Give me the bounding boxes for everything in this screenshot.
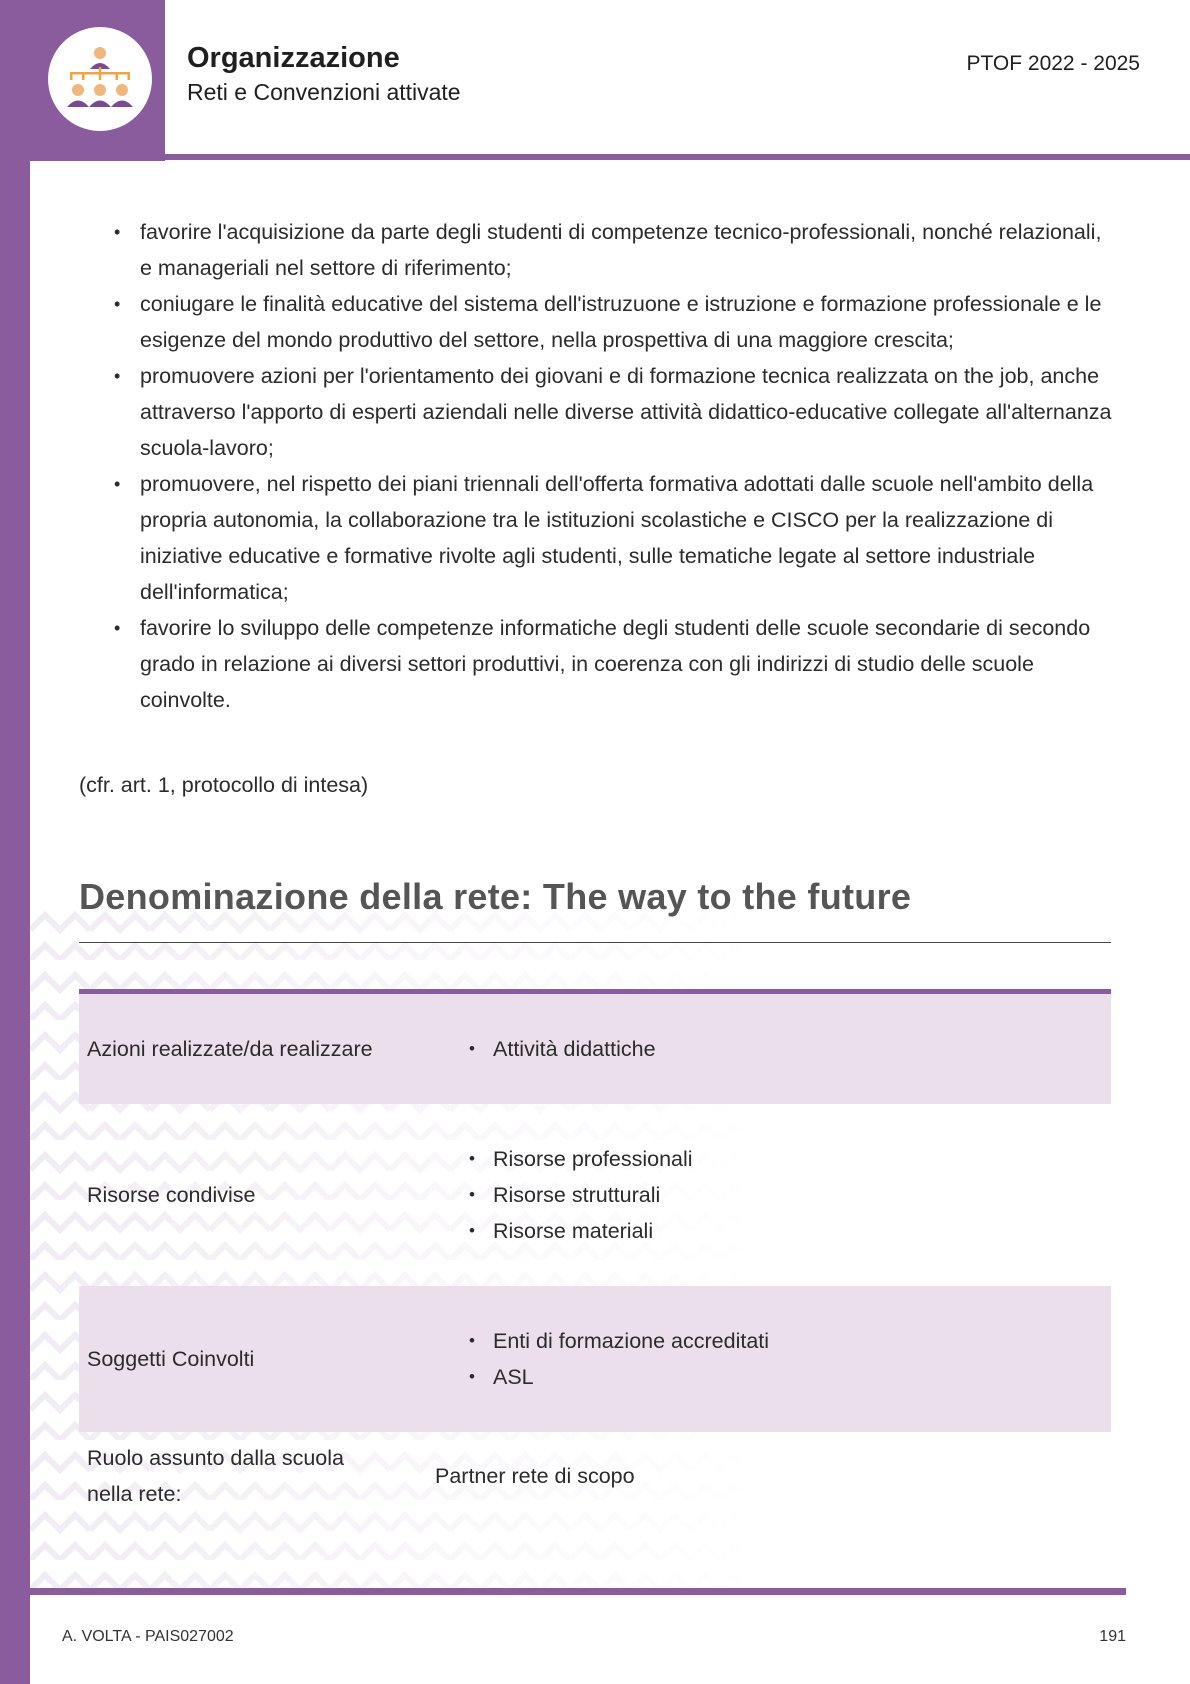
list-item: • favorire l'acquisizione da parte degli studenti di competenze tecnico-professionali, nonché relazionali, e manageriali nel settore di riferimento; [114, 214, 1114, 286]
row-label: Soggetti Coinvolti [87, 1347, 255, 1371]
list-item: • Risorse professionali [469, 1141, 693, 1177]
list-item: • promuovere, nel rispetto dei piani triennali dell'offerta formativa adottati dalle scuole nell'ambito della propria autonomia, la collaborazione tra le istituzioni scolastiche e CISCO per la realizzazione di iniziative educative e formative rivolte agli studenti, sulle tematiche legate al settore industriale dell'informatica; [114, 466, 1114, 610]
list-item: • ASL [469, 1359, 769, 1395]
row-label-line: Ruolo assunto dalla scuola [87, 1446, 344, 1470]
page-title: Organizzazione [187, 42, 400, 74]
row-label-line: nella rete: [87, 1482, 182, 1506]
row-label: Azioni realizzate/da realizzare [87, 1037, 373, 1061]
list-item: • Attività didattiche [469, 1031, 656, 1067]
table-row [79, 1104, 1111, 1286]
footer-divider [30, 1588, 1126, 1595]
table-row [79, 994, 1111, 1104]
left-accent-bar [0, 0, 30, 1684]
section-title: Denominazione della rete: The way to the future [79, 876, 912, 917]
header-logo [48, 27, 152, 131]
section-divider [79, 942, 1111, 943]
row-values [469, 1141, 693, 1249]
row-value: Partner rete di scopo [435, 1464, 635, 1488]
list-item: • Risorse materiali [469, 1213, 693, 1249]
list-item: • Enti di formazione accreditati [469, 1323, 769, 1359]
list-item: • coniugare le finalità educative del sistema dell'istruzuone e istruzione e formazione professionale e le esigenze del mondo produttivo del settore, nella prospettiva di una maggiore crescita; [114, 286, 1114, 358]
page-subtitle: Reti e Convenzioni attivate [187, 79, 461, 105]
page-number: 191 [1099, 1628, 1126, 1645]
row-values [469, 1323, 769, 1395]
org-chart-people-icon [64, 45, 136, 111]
footer-school-code: A. VOLTA - PAIS027002 [62, 1628, 234, 1645]
list-item: • Risorse strutturali [469, 1177, 693, 1213]
header-divider [30, 154, 1190, 160]
header-accent-block [0, 0, 165, 161]
table-row [79, 1432, 1111, 1522]
reference-note: (cfr. art. 1, protocollo di intesa) [79, 773, 369, 797]
row-label [87, 1440, 344, 1512]
list-item: • promuovere azioni per l'orientamento dei giovani e di formazione tecnica realizzata on the job, anche attraverso l'apporto di esperti aziendali nelle diverse attività didattico-educative collegate all'alternanza scuola-lavoro; [114, 358, 1114, 466]
row-label: Risorse condivise [87, 1183, 256, 1207]
list-item: • favorire lo sviluppo delle competenze informatiche degli studenti delle scuole secondarie di secondo grado in relazione ai diversi settori produttivi, in coerenza con gli indirizzi di studio delle scuole coinvolte. [114, 610, 1114, 718]
ptof-label: PTOF 2022 - 2025 [966, 52, 1140, 75]
row-values [469, 1031, 656, 1067]
table-row [79, 1286, 1111, 1432]
objectives-list [114, 214, 1114, 718]
